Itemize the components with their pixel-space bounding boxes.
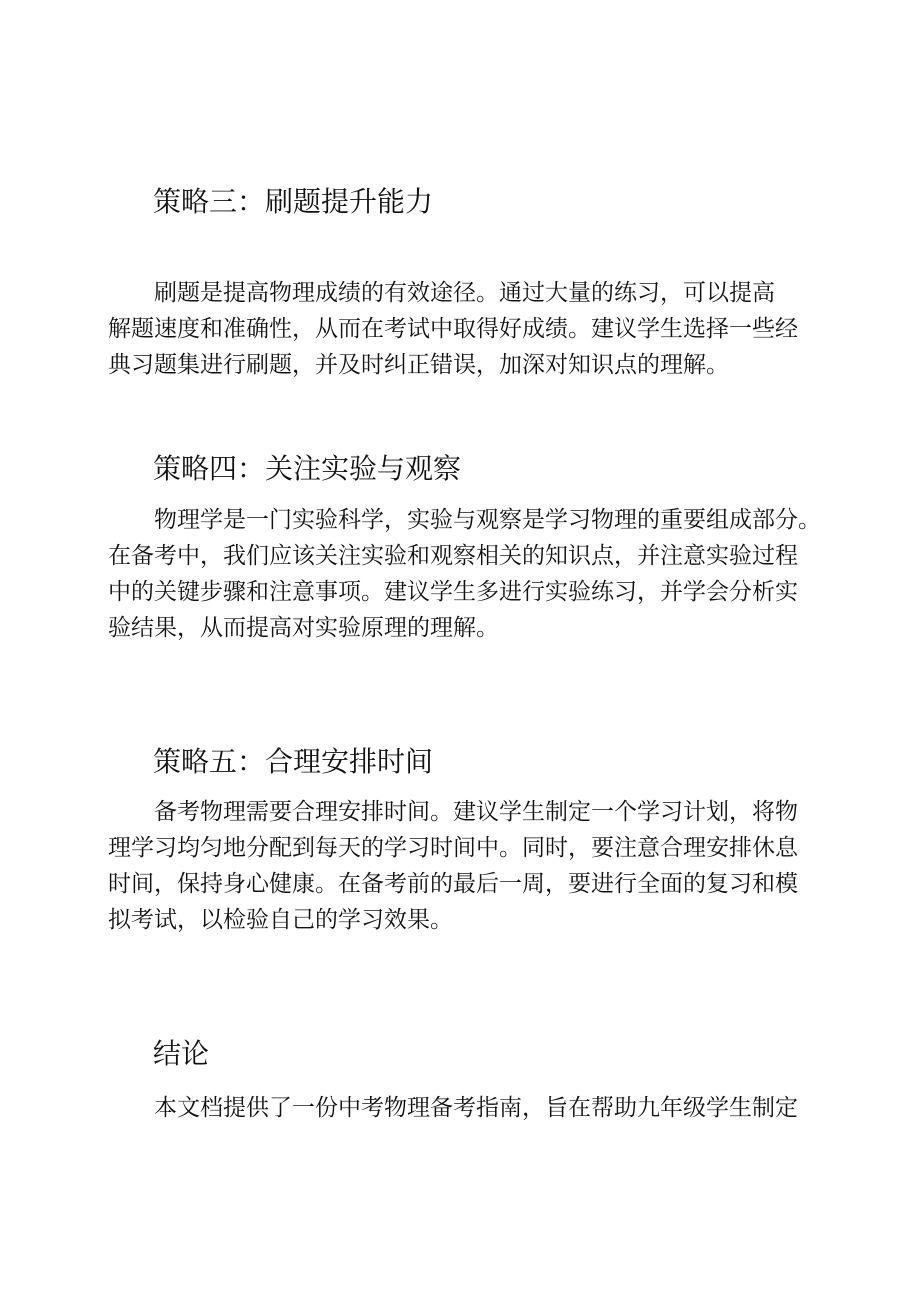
paragraph-line: 理学习均匀地分配到每天的学习时间中。同时，要注意合理安排休息 [108, 835, 798, 861]
section-paragraph-strategy-3 [108, 275, 820, 383]
paragraph-line: 验结果，从而提高对实验原理的理解。 [108, 615, 499, 641]
paragraph-line: 本文档提供了一份中考物理备考指南，旨在帮助九年级学生制定 [154, 1095, 798, 1121]
paragraph-line: 备考物理需要合理安排时间。建议学生制定一个学习计划，将物 [154, 799, 798, 825]
section-heading-strategy-4: 策略四：关注实验与观察 [153, 452, 462, 485]
section-heading-conclusion: 结论 [153, 1037, 210, 1070]
section-heading-strategy-5: 策略五：合理安排时间 [153, 745, 434, 778]
paragraph-line: 刷题是提高物理成绩的有效途径。通过大量的练习，可以提高 [154, 280, 775, 306]
section-heading-strategy-3: 策略三：刷题提升能力 [153, 185, 434, 218]
section-paragraph-strategy-5 [108, 794, 820, 938]
paragraph-line: 中的关键步骤和注意事项。建议学生多进行实验练习，并学会分析实 [108, 579, 798, 605]
paragraph-line: 解题速度和准确性，从而在考试中取得好成绩。建议学生选择一些经 [108, 316, 798, 342]
paragraph-line: 物理学是一门实验科学，实验与观察是学习物理的重要组成部分。 [154, 507, 821, 533]
section-paragraph-conclusion [108, 1090, 820, 1126]
paragraph-line: 典习题集进行刷题，并及时纠正错误，加深对知识点的理解。 [108, 352, 729, 378]
paragraph-line: 拟考试，以检验自己的学习效果。 [108, 907, 453, 933]
paragraph-line: 在备考中，我们应该关注实验和观察相关的知识点，并注意实验过程 [108, 543, 798, 569]
paragraph-line: 时间，保持身心健康。在备考前的最后一周，要进行全面的复习和模 [108, 871, 798, 897]
section-paragraph-strategy-4 [108, 502, 820, 646]
